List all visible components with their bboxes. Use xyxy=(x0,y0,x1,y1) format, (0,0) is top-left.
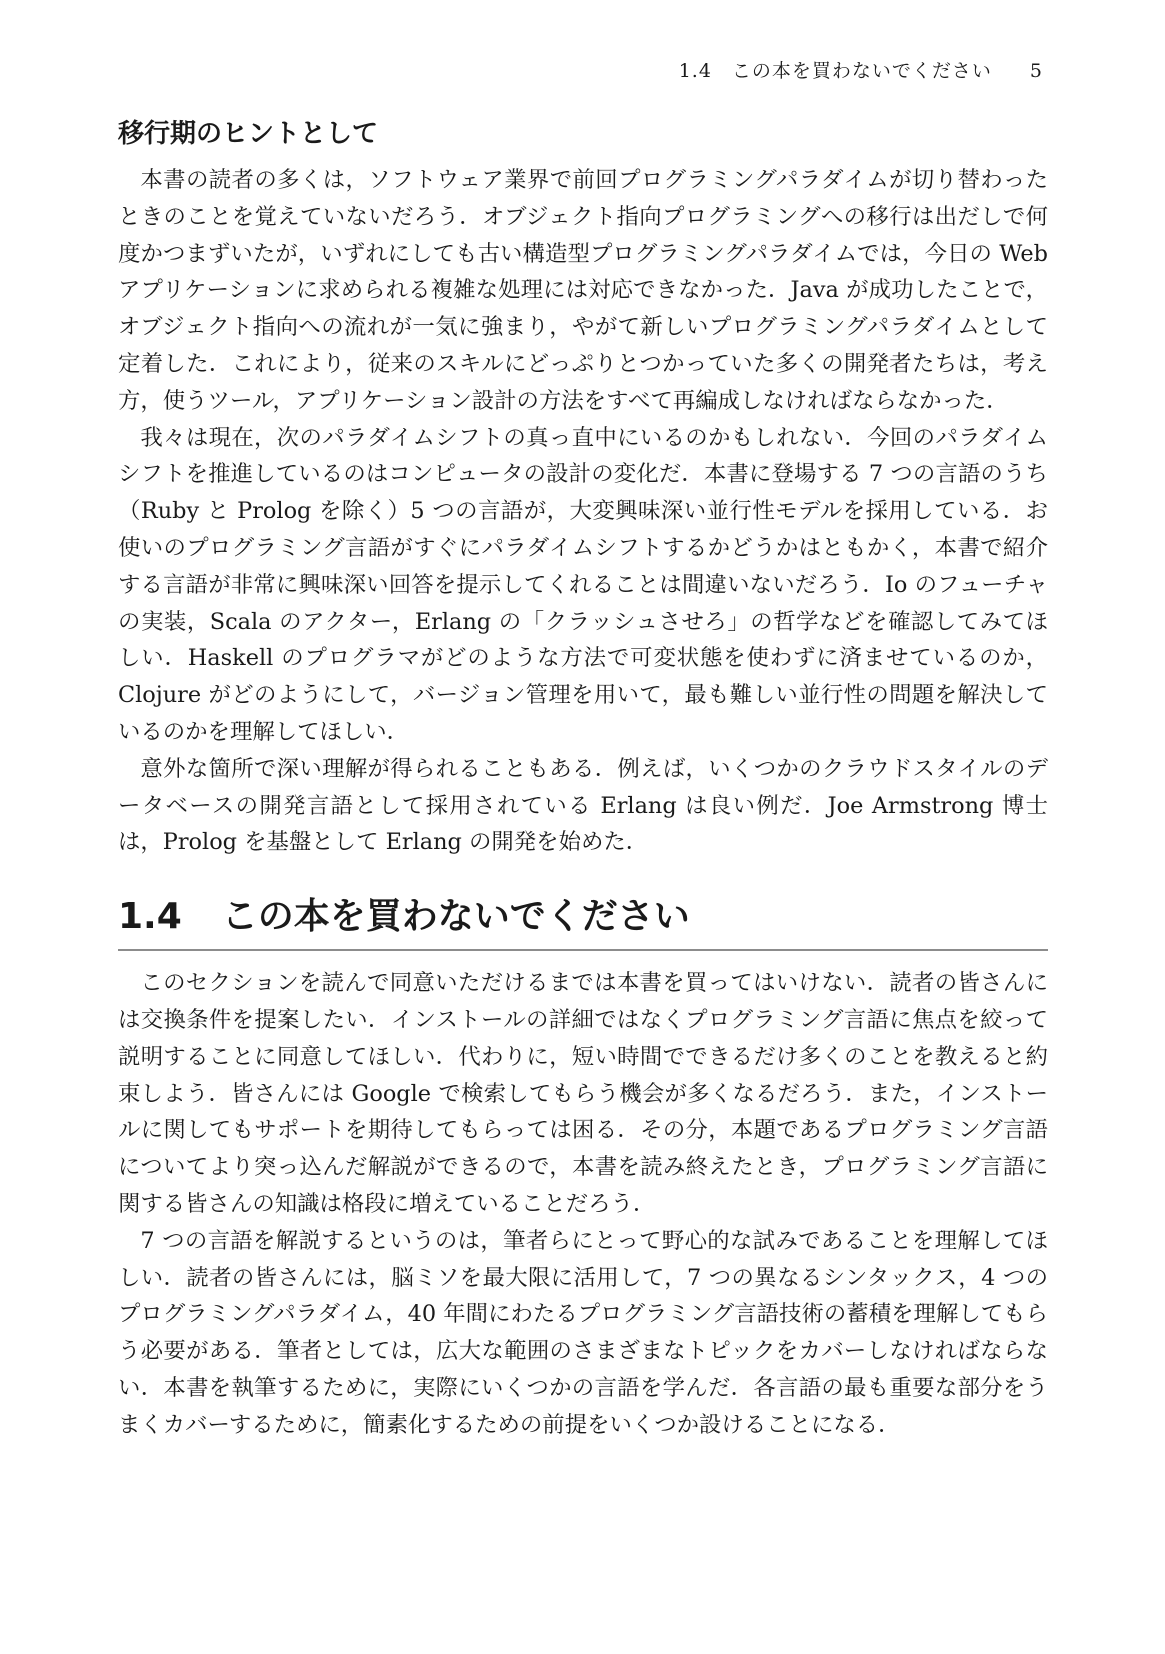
page-body xyxy=(118,112,1048,1444)
paragraph: 意外な箇所で深い理解が得られることもある．例えば，いくつかのクラウドスタイルのデータベースの開発言語として採用されている Erlang は良い例だ．Joe Armstrong 博士は，Prolog を基盤として Erlang の開発を始めた． xyxy=(118,755,1048,856)
paragraph: 本書の読者の多くは，ソフトウェア業界で前回プログラミングパラダイムが切り替わったときのことを覚えていないだろう．オブジェクト指向プログラミングへの移行は出だしで何度かつまずいたが，いずれにしても古い構造型プログラミングパラダイムでは，今日の Web アプリケーションに求められる複雑な処理には対応できなかった．Java が成功したことで，オブジェクト指向への流れが一気に強まり，やがて新しいプログラミングパラダイムとして定着した．これにより，従来のスキルにどっぷりとつかっていた多くの開発者たちは，考え方，使うツール，アプリケーション設計の方法をすべて再編成しなければならなかった． xyxy=(118,167,1048,414)
paragraph: このセクションを読んで同意いただけるまでは本書を買ってはいけない．読者の皆さんには交換条件を提案したい．インストールの詳細ではなくプログラミング言語に焦点を絞って説明することに同意してほしい．代わりに，短い時間でできるだけ多くのことを教えると約束しよう．皆さんには Google で検索してもらう機会が多くなるだろう．また，インストールに関してもサポートを期待してもらっては困る．その分，本題であるプログラミング言語についてより突っ込んだ解説ができるので，本書を読み終えたとき，プログラミング言語に関する皆さんの知識は格段に増えていることだろう． xyxy=(118,970,1048,1217)
paragraph: 我々は現在，次のパラダイムシフトの真っ直中にいるのかもしれない．今回のパラダイムシフトを推進しているのはコンピュータの設計の変化だ．本書に登場する 7 つの言語のうち（Ruby と Prolog を除く）5 つの言語が，大変興味深い並行性モデルを採用している．お使いのプログラミング言語がすぐにパラダイムシフトするかどうかはともかく，本書で紹介する言語が非常に興味深い回答を提示してくれることは間違いないだろう．Io のフューチャの実装，Scala のアクター，Erlang の「クラッシュさせろ」の哲学などを確認してみてほしい．Haskell のプログラマがどのような方法で可変状態を使わずに済ませているのか，Clojure がどのようにして，バージョン管理を用いて，最も難しい並行性の問題を解決しているのかを理解してほしい． xyxy=(118,424,1048,745)
paragraph: 7 つの言語を解説するというのは，筆者らにとって野心的な試みであることを理解してほしい．読者の皆さんには，脳ミソを最大限に活用して，7 つの異なるシンタックス，4 つのプログラミングパラダイム，40 年間にわたるプログラミング言語技術の蓄積を理解してもらう必要がある．筆者としては，広大な範囲のさまざまなトピックをカバーしなければならない．本書を執筆するために，実際にいくつかの言語を学んだ．各言語の最も重要な部分をうまくカバーするために，簡素化するための前提をいくつか設けることになる． xyxy=(118,1227,1048,1438)
section-dont-buy-this-book xyxy=(118,895,1048,1443)
subsection-transition-tips xyxy=(118,112,1048,861)
section-number: 1.4 xyxy=(118,896,182,938)
running-header xyxy=(679,56,1043,83)
section-heading xyxy=(118,895,1048,951)
page-number: 5 xyxy=(1029,60,1043,82)
subsection-heading: 移行期のヒントとして xyxy=(118,119,379,149)
section-title: この本を買わないでください xyxy=(221,896,690,938)
running-header-title: 1.4 この本を買わないでください xyxy=(678,60,992,82)
